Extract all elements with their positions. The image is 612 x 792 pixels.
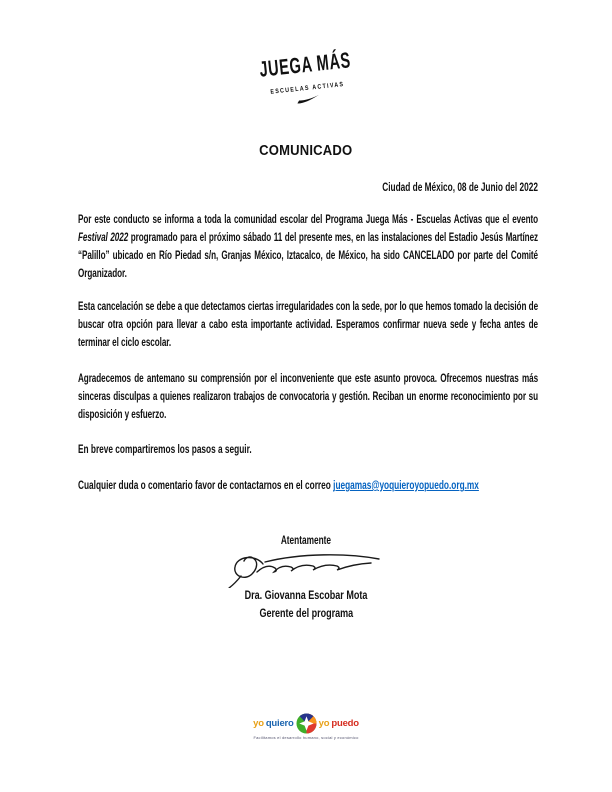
signatory-role-row — [0, 604, 612, 622]
closing-text: Atentamente — [280, 533, 332, 547]
ball-icon — [296, 713, 317, 734]
signatory-role: Gerente del programa — [259, 606, 353, 620]
email-link[interactable]: juegamas@yoquieroyopuedo.org.mx — [333, 478, 479, 492]
contact-row — [78, 476, 612, 494]
title-row — [0, 142, 612, 160]
yoquiero-yopuedo-logo — [0, 713, 612, 740]
footer-tagline: Facilitamos el desarrollo humano, social y económico — [253, 735, 359, 740]
signatory-name-row — [0, 586, 612, 604]
juega-mas-logo — [0, 20, 612, 136]
contact-line — [78, 478, 479, 492]
contact-text: Cualquier duda o comentario favor de contactarnos en el correo — [78, 478, 334, 492]
page-title: COMUNICADO — [259, 143, 353, 159]
logo-brand-text: JUEGA MÁS — [257, 47, 352, 82]
dateline-row — [78, 178, 538, 196]
paragraph-1 — [78, 210, 538, 282]
paragraph-3: Agradecemos de antemano su comprensión por el inconveniente que este asunto provoca. Ofrecemos nuestras más sinceras disculpas a quienes realizaron trabajos de convocatoria y gestión. Reciban un enorme reconocimiento por su disposición y esfuerzo. — [78, 371, 539, 421]
swoosh-icon — [296, 95, 321, 105]
paragraph-4-row — [78, 440, 333, 458]
footer-word-puedo: puedo — [331, 718, 359, 729]
footer-logo-lockup — [253, 713, 359, 734]
paragraph-1-pre: Por este conducto se informa a toda la comunidad escolar del Programa Juega Más - Escuelas Activas que el evento — [78, 212, 539, 226]
dateline: Ciudad de México, 08 de Junio del 2022 — [382, 180, 538, 194]
paragraph-1-post: programado para el próximo sábado 11 del presente mes, en las instalaciones del Estadio Jesús Martínez “Palillo” ubicado en Río Piedad s/n, Granjas México, Iztacalco, de México, ha sido CANCELADO por parte del Comité Organizador. — [78, 230, 539, 280]
closing-row — [0, 531, 612, 549]
footer-word-yo2: yo — [318, 718, 330, 729]
festival-2022-italic: Festival 2022 — [78, 230, 129, 244]
footer-word-quiero: quiero — [265, 718, 294, 729]
paragraph-2: Esta cancelación se debe a que detectamos ciertas irregularidades con la sede, por lo que hemos tomado la decisión de buscar otra opción para llevar a cabo esta importante actividad. Esperamos confirmar nueva sede y fecha antes de terminar el ciclo escolar. — [78, 299, 539, 349]
signatory-name: Dra. Giovanna Escobar Mota — [244, 588, 368, 602]
paragraph-4: En breve compartiremos los pasos a seguir. — [78, 442, 252, 456]
signature-image — [221, 548, 391, 588]
footer-word-yo1: yo — [253, 718, 264, 729]
logo-subtitle: ESCUELAS ACTIVAS — [269, 81, 345, 96]
